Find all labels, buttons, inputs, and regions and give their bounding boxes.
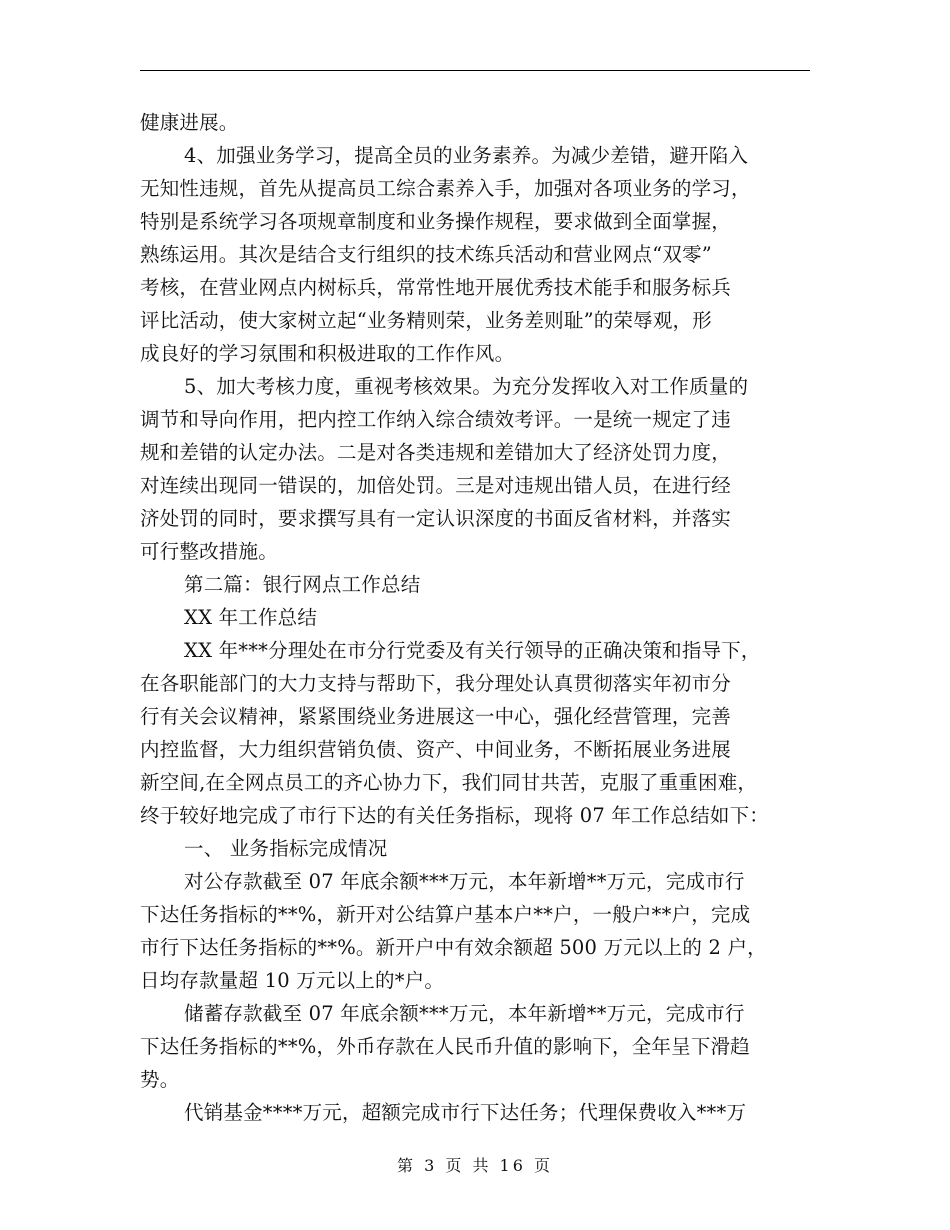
text-line: 终于较好地完成了市行下达的有关任务指标，现将 07 年工作总结如下： (140, 804, 770, 827)
text-line: 4、加强业务学习，提高全员的业务素养。为减少差错，避开陷入 (184, 144, 749, 167)
text-line: 健康进展。 (140, 111, 239, 134)
text-line: 新空间,在全网点员工的齐心协力下，我们同甘共苦，克服了重重困难， (140, 771, 758, 794)
report-title: XX 年工作总结 (184, 606, 318, 629)
text-line: 对连续出现同一错误的，加倍处罚。三是对违规出错人员，在进行经 (140, 474, 732, 497)
text-line: XX 年***分理处在市分行党委及有关行领导的正确决策和指导下， (184, 639, 761, 662)
text-line: 评比活动，使大家树立起“业务精则荣，业务差则耻”的荣辱观，形 (140, 309, 712, 332)
text-line: 5、加大考核力度，重视考核效果。为充分发挥收入对工作质量的 (184, 375, 749, 398)
text-line: 成良好的学习氛围和积极进取的工作作风。 (140, 342, 515, 365)
text-line: 可行整改措施。 (140, 540, 278, 563)
text-line: 规和差错的认定办法。二是对各类违规和差错加大了经济处罚力度， (140, 441, 732, 464)
page-number: 第 3 页 共 16 页 (397, 1156, 553, 1175)
text-line: 市行下达任务指标的**%。新开户中有效余额超 500 万元以上的 2 户， (140, 936, 767, 959)
text-line: 日均存款量超 10 万元以上的*户。 (140, 969, 445, 992)
text-line: 在各职能部门的大力支持与帮助下，我分理处认真贯彻落实年初市分 (140, 672, 732, 695)
text-line: 考核，在营业网点内树标兵，常常性地开展优秀技术能手和服务标兵 (140, 276, 732, 299)
text-line: 下达任务指标的**%，新开对公结算户基本户**户，一般户**户，完成 (140, 903, 751, 926)
subsection-heading: 一、 业务指标完成情况 (184, 837, 388, 860)
text-line: 调节和导向作用，把内控工作纳入综合绩效考评。一是统一规定了违 (140, 408, 732, 431)
text-line: 下达任务指标的**%，外币存款在人民币升值的影响下，全年呈下滑趋 (140, 1035, 750, 1058)
text-line: 势。 (140, 1068, 180, 1091)
section-heading: 第二篇：银行网点工作总结 (184, 573, 421, 596)
text-line: 济处罚的同时，要求撰写具有一定认识深度的书面反省材料，并落实 (140, 507, 732, 530)
text-line: 代销基金****万元，超额完成市行下达任务；代理保费收入***万 (184, 1101, 747, 1124)
text-line: 内控监督，大力组织营销负债、资产、中间业务，不断拓展业务进展 (140, 738, 732, 761)
document-body (140, 106, 820, 1129)
header-rule (140, 70, 810, 71)
text-line: 储蓄存款截至 07 年底余额***万元，本年新增**万元，完成市行 (184, 1002, 745, 1025)
text-line: 特别是系统学习各项规章制度和业务操作规程，要求做到全面掌握， (140, 210, 732, 233)
text-line: 对公存款截至 07 年底余额***万元，本年新增**万元，完成市行 (184, 870, 745, 893)
text-line: 熟练运用。其次是结合支行组织的技术练兵活动和营业网点“双零” (140, 243, 712, 266)
text-line: 无知性违规，首先从提高员工综合素养入手，加强对各项业务的学习， (140, 177, 751, 200)
text-line: 行有关会议精神，紧紧围绕业务进展这一中心，强化经营管理，完善 (140, 705, 732, 728)
